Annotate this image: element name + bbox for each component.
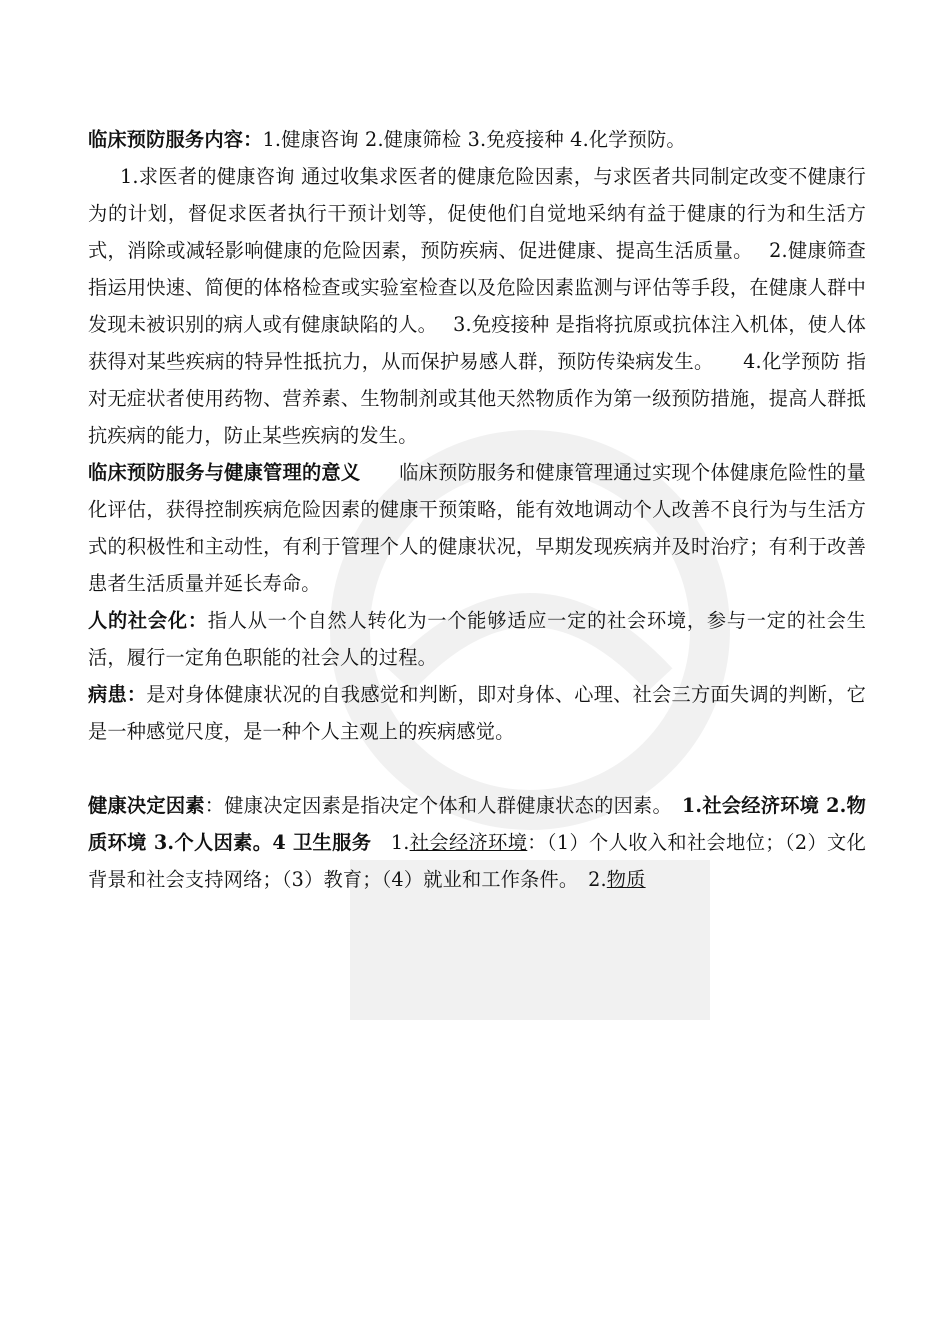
heading-illness: 病患： bbox=[88, 683, 147, 706]
text-determinant-factors: 1.社会经济环境 2.物质环境 3.个人因素。4 卫生服务 bbox=[88, 794, 866, 854]
heading-socialization: 人的社会化： bbox=[88, 609, 208, 632]
text-significance: 临床预防服务和健康管理通过实现个体健康危险性的量化评估，获得控制疾病危险因素的健康干预策略，能有效地调动个人改善不良行为与生活方式的积极性和主动性，有利于管理个人的健康状况，早期发现疾病并及时治疗；有利于改善患者生活质量并延长寿命。 bbox=[88, 461, 866, 595]
text-socioeconomic-environment: 社会经济环境 bbox=[409, 831, 528, 854]
text-illness: 是对身体健康状况的自我感觉和判断，即对身体、心理、社会三方面失调的判断，它是一种感觉尺度，是一种个人主观上的疾病感觉。 bbox=[88, 683, 866, 743]
text-determinants-item-number: 1. bbox=[371, 831, 410, 854]
paragraph-significance bbox=[88, 454, 866, 602]
heading-significance: 临床预防服务与健康管理的意义 bbox=[88, 461, 361, 484]
document-page bbox=[88, 121, 866, 898]
text-socioeconomic-details: ：（1）个人收入和社会地位；（2）文化背景和社会支持网络；（3）教育；（4）就业和工作条件。 2. bbox=[88, 831, 866, 891]
text-physical-environment: 物质 bbox=[606, 868, 646, 891]
paragraph-socialization bbox=[88, 602, 866, 676]
text-socialization: 指人从一个自然人转化为一个能够适应一定的社会环境，参与一定的社会生活，履行一定角色职能的社会人的过程。 bbox=[88, 609, 866, 669]
text-service-details: 1.求医者的健康咨询 通过收集求医者的健康危险因素，与求医者共同制定改变不健康行为的计划，督促求医者执行干预计划等，促使他们自觉地采纳有益于健康的行为和生活方式，消除或减轻影响健康的危险因素，预防疾病、促进健康、提高生活质量。 2.健康筛查 指运用快速、简便的体格检查或实验室检查以及危险因素监测与评估等手段，在健康人群中发现未被识别的病人或有健康缺陷的人。 3.免疫接种 是指将抗原或抗体注入机体，使人体获得对某些疾病的特异性抵抗力，从而保护易感人群，预防传染病发生。 4.化学预防 指对无症状者使用药物、营养素、生物制剂或其他天然物质作为第一级预防措施，提高人群抵抗疾病的能力，防止某些疾病的发生。 bbox=[88, 165, 866, 447]
paragraph-service-details bbox=[88, 158, 866, 454]
paragraph-clinical-prevention-content bbox=[88, 121, 866, 158]
heading-health-determinants: 健康决定因素 bbox=[88, 794, 205, 817]
text-determinants-definition: ：健康决定因素是指决定个体和人群健康状态的因素。 bbox=[204, 794, 682, 817]
paragraph-health-determinants bbox=[88, 787, 866, 898]
paragraph-illness bbox=[88, 676, 866, 750]
heading-clinical-prevention-content: 临床预防服务内容： bbox=[88, 128, 263, 151]
text-service-list: 1.健康咨询 2.健康筛检 3.免疫接种 4.化学预防。 bbox=[262, 128, 686, 151]
blank-line bbox=[88, 750, 866, 787]
